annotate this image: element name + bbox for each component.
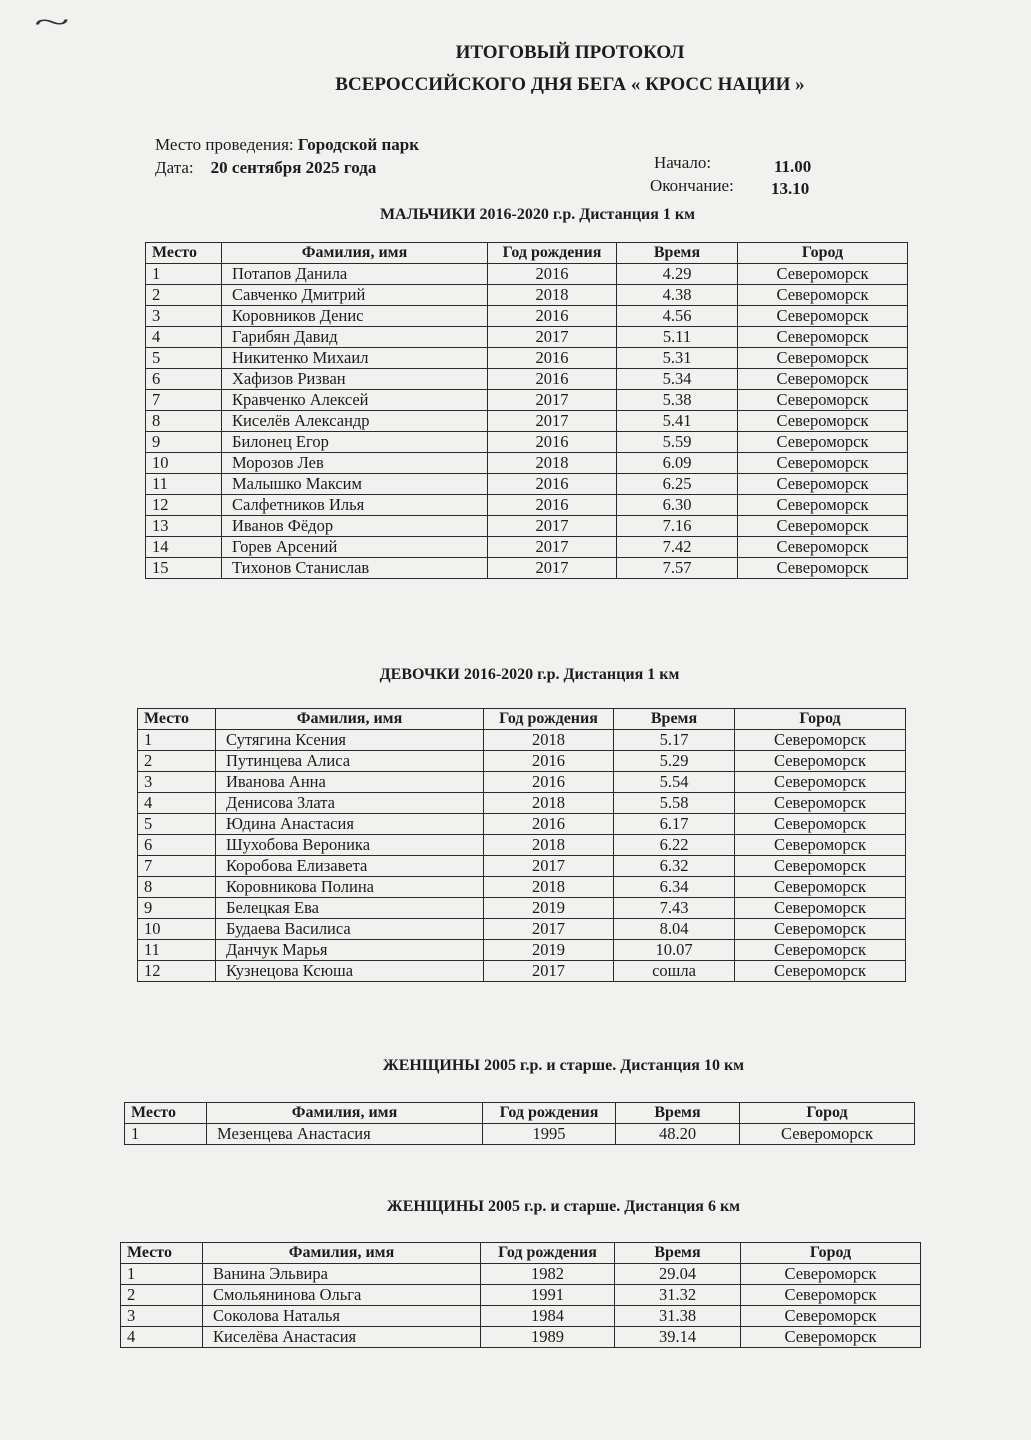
name-cell: Ванина Эльвира <box>203 1264 481 1285</box>
table-row <box>125 1124 915 1145</box>
place-cell: 6 <box>146 369 222 390</box>
city-cell: Североморск <box>740 1124 915 1145</box>
place-cell: 8 <box>138 877 216 898</box>
time-cell: 5.58 <box>614 793 735 814</box>
name-cell: Малышко Максим <box>222 474 488 495</box>
birth-year-cell: 2016 <box>488 348 617 369</box>
section-title-women-10km: ЖЕНЩИНЫ 2005 г.р. и старше. Дистанция 10 км <box>382 1057 745 1074</box>
city-cell: Североморск <box>735 898 906 919</box>
birth-year-cell: 2016 <box>484 772 614 793</box>
col-year-header: Год рождения <box>484 709 614 730</box>
name-cell: Хафизов Ризван <box>222 369 488 390</box>
birth-year-cell: 2017 <box>488 516 617 537</box>
place-cell: 6 <box>138 835 216 856</box>
birth-year-cell: 1984 <box>481 1306 615 1327</box>
birth-year-cell: 2016 <box>488 306 617 327</box>
birth-year-cell: 2016 <box>488 264 617 285</box>
name-cell: Смольянинова Ольга <box>203 1285 481 1306</box>
table-row <box>138 856 906 877</box>
time-cell: 31.32 <box>615 1285 741 1306</box>
col-year-header: Год рождения <box>483 1103 616 1124</box>
col-name-header: Фамилия, имя <box>216 709 484 730</box>
name-cell: Будаева Василиса <box>216 919 484 940</box>
birth-year-cell: 2018 <box>484 730 614 751</box>
birth-year-cell: 1989 <box>481 1327 615 1348</box>
name-cell: Юдина Анастасия <box>216 814 484 835</box>
time-cell: 10.07 <box>614 940 735 961</box>
city-cell: Североморск <box>738 348 908 369</box>
place-cell: 14 <box>146 537 222 558</box>
col-place-header: Место <box>138 709 216 730</box>
city-cell: Североморск <box>738 474 908 495</box>
table-header-row <box>138 709 906 730</box>
col-name-header: Фамилия, имя <box>222 243 488 264</box>
city-cell: Североморск <box>738 285 908 306</box>
name-cell: Кравченко Алексей <box>222 390 488 411</box>
time-cell: 6.25 <box>617 474 738 495</box>
birth-year-cell: 2018 <box>484 835 614 856</box>
results-table-women-10km <box>124 1102 915 1145</box>
col-city-header: Город <box>741 1243 921 1264</box>
table-row <box>121 1285 921 1306</box>
time-cell: 7.43 <box>614 898 735 919</box>
place-cell: 15 <box>146 558 222 579</box>
birth-year-cell: 2019 <box>484 898 614 919</box>
place-cell: 7 <box>146 390 222 411</box>
results-table-women-6km <box>120 1242 921 1348</box>
city-cell: Североморск <box>738 432 908 453</box>
birth-year-cell: 2016 <box>488 474 617 495</box>
name-cell: Мезенцева Анастасия <box>207 1124 483 1145</box>
place-cell: 1 <box>125 1124 207 1145</box>
col-name-header: Фамилия, имя <box>203 1243 481 1264</box>
birth-year-cell: 2019 <box>484 940 614 961</box>
table-row <box>146 516 908 537</box>
name-cell: Киселёв Александр <box>222 411 488 432</box>
place-cell: 5 <box>138 814 216 835</box>
place-cell: 2 <box>146 285 222 306</box>
name-cell: Тихонов Станислав <box>222 558 488 579</box>
place-cell: 5 <box>146 348 222 369</box>
place-cell: 1 <box>146 264 222 285</box>
time-cell: 29.04 <box>615 1264 741 1285</box>
time-cell: 7.16 <box>617 516 738 537</box>
city-cell: Североморск <box>735 835 906 856</box>
time-cell: 6.30 <box>617 495 738 516</box>
city-cell: Североморск <box>738 369 908 390</box>
place-cell: 2 <box>138 751 216 772</box>
place-cell: 3 <box>138 772 216 793</box>
table-row <box>146 327 908 348</box>
name-cell: Денисова Злата <box>216 793 484 814</box>
table-row <box>121 1327 921 1348</box>
section-title-boys: МАЛЬЧИКИ 2016-2020 г.р. Дистанция 1 км <box>379 206 696 223</box>
time-cell: сошла <box>614 961 735 982</box>
city-cell: Североморск <box>735 751 906 772</box>
time-cell: 5.31 <box>617 348 738 369</box>
name-cell: Путинцева Алиса <box>216 751 484 772</box>
time-cell: 8.04 <box>614 919 735 940</box>
city-cell: Североморск <box>735 940 906 961</box>
table-header-row <box>146 243 908 264</box>
birth-year-cell: 2018 <box>488 285 617 306</box>
name-cell: Иванов Фёдор <box>222 516 488 537</box>
table-row <box>138 772 906 793</box>
table-row <box>121 1306 921 1327</box>
time-cell: 5.11 <box>617 327 738 348</box>
table-row <box>146 264 908 285</box>
name-cell: Кузнецова Ксюша <box>216 961 484 982</box>
city-cell: Североморск <box>738 411 908 432</box>
table-row <box>121 1264 921 1285</box>
col-time-header: Время <box>616 1103 740 1124</box>
venue-value: Городской парк <box>297 135 419 154</box>
time-cell: 39.14 <box>615 1327 741 1348</box>
name-cell: Иванова Анна <box>216 772 484 793</box>
time-cell: 5.34 <box>617 369 738 390</box>
city-cell: Североморск <box>738 390 908 411</box>
place-cell: 12 <box>146 495 222 516</box>
results-table-girls <box>137 708 906 982</box>
birth-year-cell: 2017 <box>484 856 614 877</box>
place-cell: 11 <box>138 940 216 961</box>
time-cell: 7.57 <box>617 558 738 579</box>
start-value: 11.00 <box>774 157 812 176</box>
name-cell: Соколова Наталья <box>203 1306 481 1327</box>
city-cell: Североморск <box>735 961 906 982</box>
city-cell: Североморск <box>735 877 906 898</box>
city-cell: Североморск <box>738 327 908 348</box>
name-cell: Билонец Егор <box>222 432 488 453</box>
date-label: Дата: <box>155 158 194 177</box>
birth-year-cell: 2017 <box>488 390 617 411</box>
city-cell: Североморск <box>735 856 906 877</box>
document-title: ИТОГОВЫЙ ПРОТОКОЛ <box>455 42 685 63</box>
results-table-boys <box>145 242 908 579</box>
time-cell: 5.59 <box>617 432 738 453</box>
date-line <box>155 158 376 178</box>
birth-year-cell: 1991 <box>481 1285 615 1306</box>
name-cell: Данчук Марья <box>216 940 484 961</box>
table-row <box>138 730 906 751</box>
col-time-header: Время <box>614 709 735 730</box>
birth-year-cell: 2016 <box>488 432 617 453</box>
city-cell: Североморск <box>738 453 908 474</box>
col-place-header: Место <box>146 243 222 264</box>
name-cell: Коробова Елизавета <box>216 856 484 877</box>
place-cell: 4 <box>146 327 222 348</box>
time-cell: 5.41 <box>617 411 738 432</box>
time-cell: 4.56 <box>617 306 738 327</box>
city-cell: Североморск <box>735 772 906 793</box>
table-row <box>146 285 908 306</box>
time-cell: 31.38 <box>615 1306 741 1327</box>
city-cell: Североморск <box>738 495 908 516</box>
place-cell: 2 <box>121 1285 203 1306</box>
place-cell: 7 <box>138 856 216 877</box>
city-cell: Североморск <box>738 558 908 579</box>
name-cell: Коровников Денис <box>222 306 488 327</box>
place-cell: 11 <box>146 474 222 495</box>
birth-year-cell: 2017 <box>488 411 617 432</box>
table-row <box>138 898 906 919</box>
city-cell: Североморск <box>738 306 908 327</box>
place-cell: 9 <box>146 432 222 453</box>
place-cell: 1 <box>138 730 216 751</box>
name-cell: Морозов Лев <box>222 453 488 474</box>
table-row <box>138 919 906 940</box>
time-cell: 6.09 <box>617 453 738 474</box>
city-cell: Североморск <box>738 264 908 285</box>
name-cell: Сутягина Ксения <box>216 730 484 751</box>
birth-year-cell: 2017 <box>488 558 617 579</box>
table-row <box>138 961 906 982</box>
time-cell: 7.42 <box>617 537 738 558</box>
table-row <box>138 793 906 814</box>
name-cell: Гарибян Давид <box>222 327 488 348</box>
end-label: Окончание: <box>650 176 734 195</box>
time-cell: 6.32 <box>614 856 735 877</box>
name-cell: Коровникова Полина <box>216 877 484 898</box>
place-cell: 3 <box>146 306 222 327</box>
table-header-row <box>125 1103 915 1124</box>
name-cell: Потапов Данила <box>222 264 488 285</box>
place-cell: 9 <box>138 898 216 919</box>
col-city-header: Город <box>740 1103 915 1124</box>
table-row <box>146 390 908 411</box>
time-cell: 4.38 <box>617 285 738 306</box>
name-cell: Шухобова Вероника <box>216 835 484 856</box>
time-cell: 5.29 <box>614 751 735 772</box>
table-row <box>146 369 908 390</box>
section-title-girls: ДЕВОЧКИ 2016-2020 г.р. Дистанция 1 км <box>379 666 680 683</box>
birth-year-cell: 1982 <box>481 1264 615 1285</box>
birth-year-cell: 2018 <box>484 877 614 898</box>
col-year-header: Год рождения <box>481 1243 615 1264</box>
place-cell: 4 <box>121 1327 203 1348</box>
col-time-header: Время <box>615 1243 741 1264</box>
col-city-header: Город <box>735 709 906 730</box>
time-cell: 6.34 <box>614 877 735 898</box>
table-row <box>146 348 908 369</box>
name-cell: Никитенко Михаил <box>222 348 488 369</box>
col-place-header: Место <box>125 1103 207 1124</box>
birth-year-cell: 2017 <box>488 327 617 348</box>
name-cell: Салфетников Илья <box>222 495 488 516</box>
time-cell: 5.54 <box>614 772 735 793</box>
time-cell: 48.20 <box>616 1124 740 1145</box>
table-row <box>146 495 908 516</box>
end-value: 13.10 <box>771 179 810 198</box>
place-cell: 13 <box>146 516 222 537</box>
city-cell: Североморск <box>735 793 906 814</box>
table-row <box>146 306 908 327</box>
table-row <box>146 432 908 453</box>
table-row <box>146 453 908 474</box>
table-row <box>138 940 906 961</box>
venue-label: Место проведения: <box>155 135 294 154</box>
birth-year-cell: 1995 <box>483 1124 616 1145</box>
time-cell: 6.17 <box>614 814 735 835</box>
time-cell: 5.38 <box>617 390 738 411</box>
col-year-header: Год рождения <box>488 243 617 264</box>
place-cell: 3 <box>121 1306 203 1327</box>
table-row <box>138 814 906 835</box>
birth-year-cell: 2017 <box>484 961 614 982</box>
table-row <box>138 835 906 856</box>
city-cell: Североморск <box>735 730 906 751</box>
document-subtitle: ВСЕРОССИЙСКОГО ДНЯ БЕГА « КРОСС НАЦИИ » <box>335 74 805 95</box>
col-time-header: Время <box>617 243 738 264</box>
birth-year-cell: 2016 <box>484 814 614 835</box>
time-cell: 5.17 <box>614 730 735 751</box>
col-place-header: Место <box>121 1243 203 1264</box>
start-label: Начало: <box>654 153 712 172</box>
table-row <box>146 558 908 579</box>
birth-year-cell: 2016 <box>484 751 614 772</box>
city-cell: Североморск <box>741 1327 921 1348</box>
birth-year-cell: 2017 <box>484 919 614 940</box>
city-cell: Североморск <box>738 516 908 537</box>
col-city-header: Город <box>738 243 908 264</box>
place-cell: 1 <box>121 1264 203 1285</box>
venue-line <box>155 135 419 155</box>
section-title-women-6km: ЖЕНЩИНЫ 2005 г.р. и старше. Дистанция 6 км <box>386 1198 741 1215</box>
table-row <box>146 474 908 495</box>
table-row <box>146 537 908 558</box>
time-cell: 4.29 <box>617 264 738 285</box>
name-cell: Савченко Дмитрий <box>222 285 488 306</box>
birth-year-cell: 2017 <box>488 537 617 558</box>
birth-year-cell: 2016 <box>488 369 617 390</box>
table-row <box>138 877 906 898</box>
birth-year-cell: 2016 <box>488 495 617 516</box>
col-name-header: Фамилия, имя <box>207 1103 483 1124</box>
place-cell: 10 <box>138 919 216 940</box>
time-cell: 6.22 <box>614 835 735 856</box>
place-cell: 12 <box>138 961 216 982</box>
name-cell: Белецкая Ева <box>216 898 484 919</box>
name-cell: Киселёва Анастасия <box>203 1327 481 1348</box>
birth-year-cell: 2018 <box>484 793 614 814</box>
city-cell: Североморск <box>741 1285 921 1306</box>
table-row <box>146 411 908 432</box>
table-header-row <box>121 1243 921 1264</box>
name-cell: Горев Арсений <box>222 537 488 558</box>
place-cell: 8 <box>146 411 222 432</box>
place-cell: 4 <box>138 793 216 814</box>
city-cell: Североморск <box>735 814 906 835</box>
place-cell: 10 <box>146 453 222 474</box>
city-cell: Североморск <box>741 1306 921 1327</box>
city-cell: Североморск <box>735 919 906 940</box>
table-row <box>138 751 906 772</box>
birth-year-cell: 2018 <box>488 453 617 474</box>
city-cell: Североморск <box>738 537 908 558</box>
handwritten-mark: ~ <box>34 6 70 39</box>
city-cell: Североморск <box>741 1264 921 1285</box>
date-value: 20 сентября 2025 года <box>210 158 377 177</box>
